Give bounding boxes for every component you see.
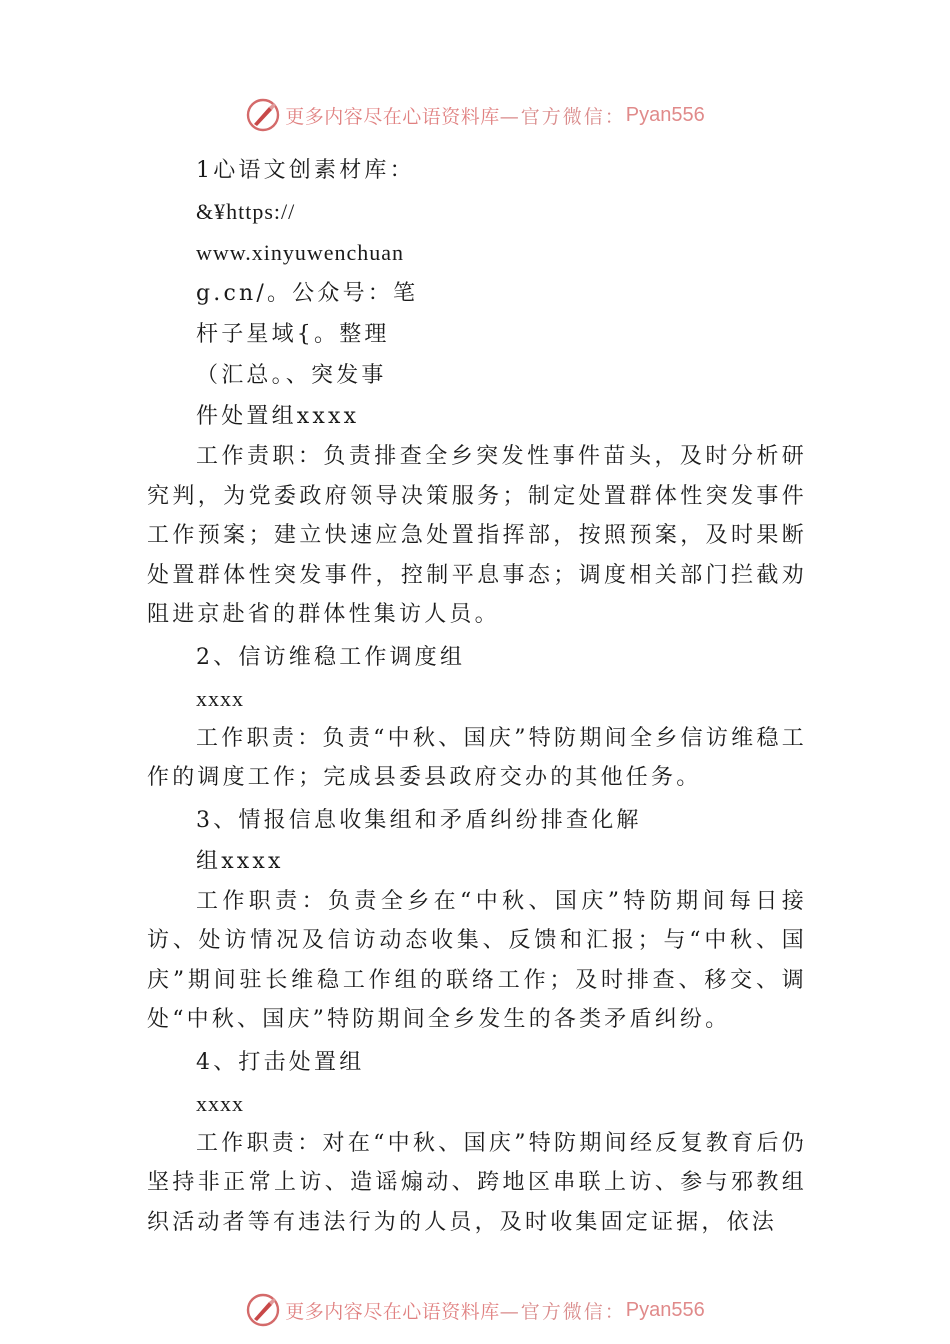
text-line: 杆子星域{。整理 [196, 322, 390, 347]
paragraph-duty-4: 工作职责：对在“中秋、国庆”特防期间经反复教育后仍坚持非正常上访、造谣煽动、跨地区串联上访、参与邪教组织活动者等有违法行为的人员，及时收集固定证据，依法 [147, 1130, 807, 1235]
paragraph-duty-3: 工作职责：负责全乡在“中秋、国庆”特防期间每日接访、处访情况及信访动态收集、反馈和汇报；与“中秋、国庆”期间驻长维稳工作组的联络工作；及时排查、移交、调处“中秋、国庆”特防期间全乡发生的各类矛盾纠纷。 [147, 888, 807, 1032]
header-banner [0, 95, 950, 135]
section-leader-3: 组xxxx [196, 848, 284, 874]
banner-sep: —官方微信： [499, 1300, 626, 1323]
text-line: www.xinyuwenchuan [196, 240, 405, 265]
section-heading-4: 4、打击处置组 [196, 1049, 365, 1075]
banner-wechat: Pyan556 [625, 103, 705, 126]
banner-sep: —官方微信： [499, 105, 626, 128]
text-line: 1心语文创素材库： [196, 158, 415, 183]
section-heading-3: 3、情报信息收集组和矛盾纠纷排查化解 [196, 807, 642, 833]
text-line: &¥https:// [196, 199, 296, 224]
footer-banner [0, 1290, 950, 1330]
section-leader-2: xxxx [196, 685, 244, 711]
section-leader-4: xxxx [196, 1090, 244, 1116]
brush-logo-icon [245, 97, 281, 133]
section-heading-2: 2、信访维稳工作调度组 [196, 644, 466, 670]
banner-text: 更多内容尽在心语资料库 [285, 105, 500, 128]
document-body [147, 150, 807, 1244]
banner-text: 更多内容尽在心语资料库 [285, 1300, 500, 1323]
text-line: （汇总。、突发事 [196, 363, 387, 388]
text-line: g.cn/。公众号：笔 [196, 281, 419, 306]
banner-wechat: Pyan556 [625, 1298, 705, 1321]
text-line: 件处置组xxxx [196, 404, 360, 429]
paragraph-duty-1: 工作责职：负责排查全乡突发性事件苗头，及时分析研究判，为党委政府领导决策服务；制定处置群体性突发事件工作预案；建立快速应急处置指挥部，按照预案，及时果断处置群体性突发事件，控制平息事态；调度相关部门拦截劝阻进京赴省的群体性集访人员。 [147, 444, 807, 627]
paragraph-duty-2: 工作职责：负责“中秋、国庆”特防期间全乡信访维稳工作的调度工作；完成县委县政府交办的其他任务。 [147, 725, 807, 790]
brush-logo-icon [245, 1292, 281, 1328]
